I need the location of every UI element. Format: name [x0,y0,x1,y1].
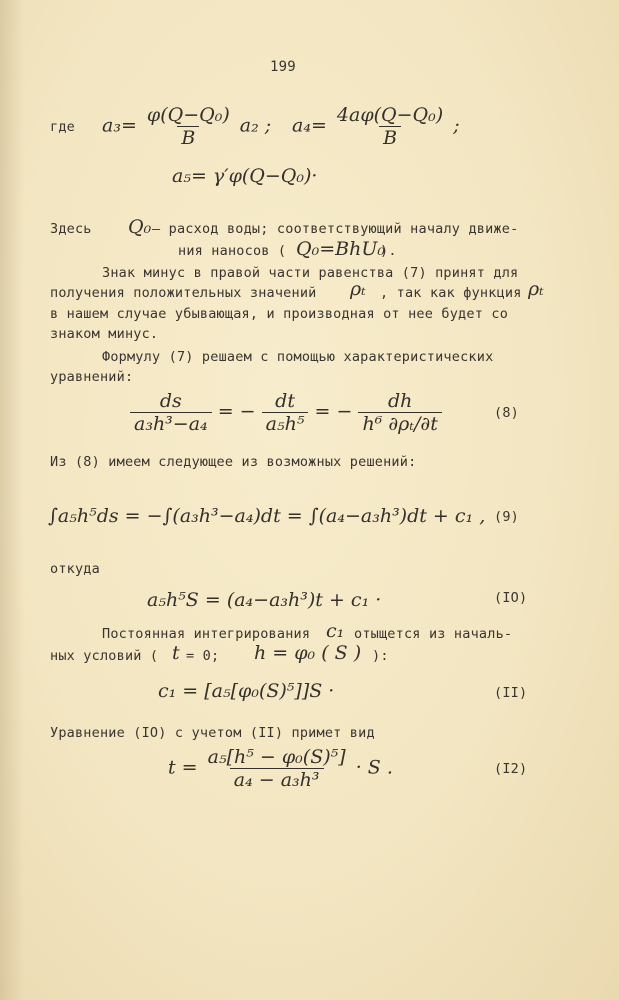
page-number: 199 [270,59,296,75]
a4-denominator: B [379,126,401,149]
para3-line1: Формулу (7) решаем с помощью характеристических [102,349,494,365]
page-edge-shadow [0,0,24,1000]
text-line2: ния наносов ( [178,243,287,259]
para4-line2a: ных условий ( [50,648,159,664]
text-otkuda: откуда [50,561,100,577]
eq11-label: (II) [494,685,528,701]
para4-line1a: Постоянная интегрирования [102,626,311,642]
a3-lhs: a₃= [102,114,137,137]
para4-line2c: ): [372,648,389,664]
eq12-numerator: a₅[h⁵ − φ₀(S)⁵] [207,746,346,768]
eq12-fraction [204,746,350,791]
eq12-lhs: t = [168,756,198,779]
formula-q0-def: Q₀=BhU₀ [296,238,385,260]
formula-c1: c₁ [326,620,345,642]
equation-8 [130,390,442,435]
a4-tail: ; [453,114,460,137]
para4-line2b: = 0; [186,648,220,664]
eq8-den1: a₃h³−a₄ [130,412,212,435]
text-zdes-desc: – расход воды; соответствующий началу движе- [152,221,519,237]
eq8-eq2: = − [314,400,353,423]
eq12-tail: · S . [355,756,393,779]
text-gde: где [50,119,75,135]
a3-tail: a₂ ; [239,114,272,137]
eq8-den3: h⁶ ∂ρₜ/∂t [358,412,441,435]
eq8-num2: dt [275,390,295,412]
formula-a3 [102,104,271,149]
equation-9: ∫a₅h⁵ds = −∫(a₃h³−a₄)dt = ∫(a₄−a₃h³)dt + c₁ , [48,505,486,527]
formula-t: t [172,642,180,664]
equation-10: a₅h⁵S = (a₄−a₃h³)t + c₁ · [147,589,382,611]
eq12-denominator: a₄ − a₃h³ [230,768,324,791]
a3-denominator: B [177,126,199,149]
eq8-fraction-1 [130,390,212,435]
para2-line1: Знак минус в правой части равенства (7) принят для [102,265,519,281]
equation-11: c₁ = [a₅[φ₀(S)⁵]]S · [158,680,335,702]
eq8-eq1: = − [217,400,256,423]
eq8-label: (8) [494,405,519,421]
eq12-label: (I2) [494,761,528,777]
a4-lhs: a₄= [292,114,327,137]
eq8-fraction-2 [262,390,309,435]
eq8-fraction-3 [358,390,441,435]
eq8-den2: a₅h⁵ [262,412,309,435]
para4-line1b: отыщется из началь- [354,626,513,642]
formula-a4 [292,104,460,149]
eq8-num3: dh [387,390,413,412]
para2-line2a: получения положительных значений [50,285,317,301]
equation-12 [168,746,393,791]
a3-numerator: φ(Q−Q₀) [146,104,230,126]
text-zdes: Здесь [50,221,92,237]
para2-line4: знаком минус. [50,326,159,342]
eq9-label: (9) [494,509,519,525]
text-line2-end: ). [380,243,397,259]
para2-line2b: , так как функция [380,285,522,301]
para3-line2: уравнений: [50,369,134,385]
para2-line3: в нашем случае убывающая, и производная от нее будет со [50,306,509,322]
formula-a5: a₅= γ′φ(Q−Q₀)· [172,165,318,187]
formula-rho-t: ρₜ [350,278,366,300]
eq10-label: (IO) [494,590,528,606]
a4-fraction [333,104,447,149]
formula-rho-t-2: ρₜ [528,278,544,300]
eq8-num1: ds [159,390,182,412]
formula-q0: Q₀ [128,216,152,238]
para5-line1: Уравнение (IO) с учетом (II) примет вид [50,725,375,741]
text-iz8: Из (8) имеем следующее из возможных решений: [50,454,417,470]
formula-h-phi0: h = φ₀ ( S ) [254,642,362,664]
a3-fraction [143,104,234,149]
a4-numerator: 4aφ(Q−Q₀) [336,104,444,126]
